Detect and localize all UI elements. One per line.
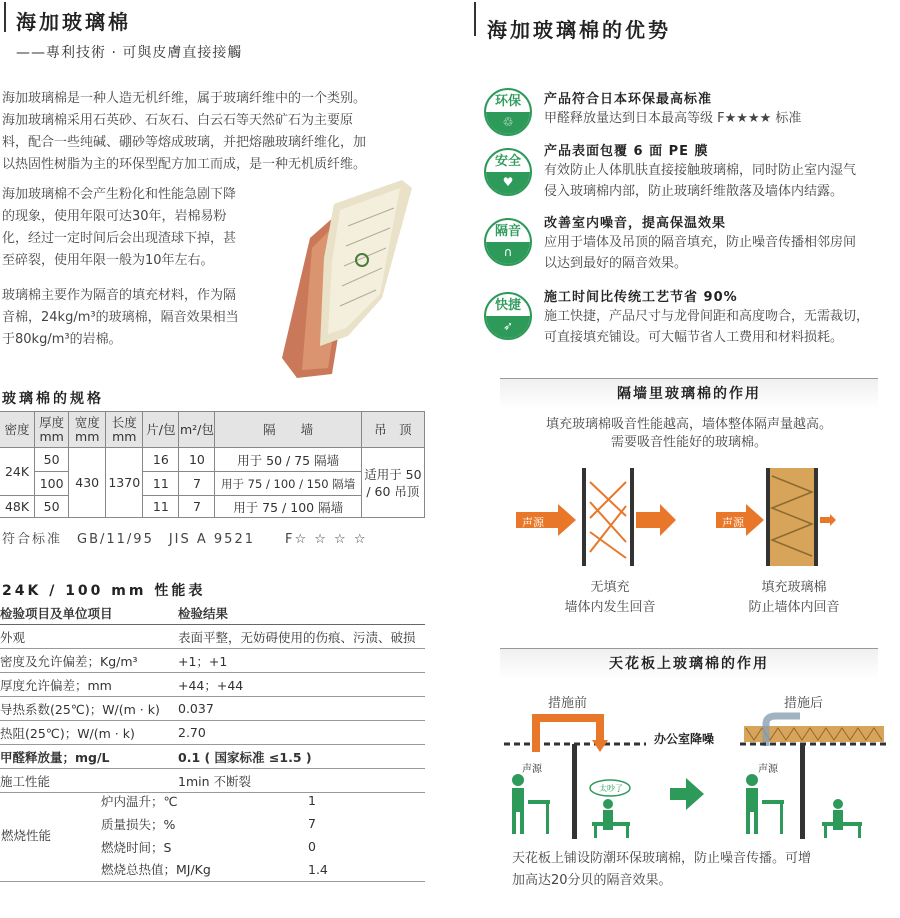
perf-item: 导热系数(25℃)；W/(m · k) [0, 697, 178, 721]
partition-after [800, 744, 805, 839]
spec-table [0, 411, 425, 518]
ceiling-section-band [500, 648, 878, 679]
perf-value: +1；+1 [178, 649, 425, 673]
bubble-text: 太吵了 [599, 784, 623, 793]
spec-title: 玻璃棉的规格 [2, 391, 104, 407]
noise-arrow-head [592, 740, 608, 752]
fast-icon: 快捷 ➶ [484, 292, 532, 340]
perf-table [0, 601, 425, 793]
wall-section-band [500, 378, 878, 409]
spec-header: 宽度 mm [69, 412, 106, 448]
wall-section-title: 隔墙里玻璃棉的作用 [617, 386, 761, 402]
advantage-soundproof: 隔音 ∩ 改善室内噪音，提高保温效果 应用于墙体及吊顶的隔音填充，防止噪音传播相邻房间 以达到最好的隔音效果。 [484, 212, 900, 272]
standard-line: 符合标准 GB/11/95 JIS A 9521 F☆ ☆ ☆ ☆ [2, 532, 368, 547]
ceiling-section-title: 天花板上玻璃棉的作用 [609, 656, 769, 672]
perf-value: 2.70 [178, 721, 425, 745]
spec-cell: 用于 75 / 100 / 150 隔墙 [215, 472, 361, 496]
spec-cell: 适用于 50 / 60 吊顶 [361, 448, 424, 518]
burn-value: 7 [308, 816, 316, 831]
spec-cell: 7 [179, 496, 215, 518]
perf-header: 检验项目及单位项目 [0, 601, 178, 625]
spec-cell: 10 [179, 448, 215, 472]
usage-paragraph: 玻璃棉主要作为隔音的填充材料，作为隔 音棉，24kg/m³的玻璃棉，隔音效果相当 于80kg/m³的岩棉。 [2, 288, 239, 347]
burn-value: 0 [308, 839, 316, 854]
before-label: 措施前 [548, 696, 588, 711]
echo-arrows [590, 482, 626, 558]
after-label: 措施后 [784, 696, 824, 711]
durability-paragraph: 海加玻璃棉不会产生粉化和性能急剧下降 的现象，使用年限可达30年，岩棉易粉 化，经过一定时间后会出现渣球下掉，甚 至碎裂，使用年限一般为10年左右。 [2, 187, 237, 268]
soundproof-icon: 隔音 ∩ [484, 218, 532, 266]
sound-arrow-left-out [636, 504, 676, 536]
sound-source-label-3: 声源 [522, 764, 542, 775]
spec-cell: 11 [143, 472, 179, 496]
perf-item: 外观 [0, 625, 178, 649]
person-right-after [822, 799, 862, 838]
office-label: 办公室降噪 [654, 732, 715, 746]
spec-cell: 7 [179, 472, 215, 496]
perf-value: 0.037 [178, 697, 425, 721]
product-photo [262, 178, 412, 383]
spec-cell: 24K [0, 448, 35, 496]
partition-before [572, 744, 577, 839]
wall-right-caption: 填充玻璃棉 防止墙体内回音 [748, 580, 840, 615]
ceiling-diagram [500, 712, 890, 842]
spec-cell: 50 [35, 448, 69, 472]
page-subtitle: ——專利技術 · 可與皮膚直接接觸 [16, 45, 243, 61]
burn-value: 1.4 [307, 858, 425, 881]
ceiling-description: 天花板上铺设防潮环保玻璃棉，防止噪音传播。可增 加高达20分贝的隔音效果。 [512, 851, 812, 888]
person-left-after [746, 774, 784, 834]
perf-value: 1min 不断裂 [178, 769, 425, 793]
spec-cell: 16 [143, 448, 179, 472]
burn-item: 燃烧时间；S [101, 839, 172, 855]
wall-diagram [510, 462, 880, 572]
wall-panel-right-1 [766, 468, 770, 566]
burn-table [0, 789, 425, 882]
spec-cell: 用于 50 / 75 隔墙 [215, 448, 361, 472]
sound-arrow-right-out [820, 514, 836, 526]
wall-panel-left-1 [582, 468, 586, 566]
page-title: 海加玻璃棉 [16, 10, 131, 34]
perf-item: 施工性能 [0, 769, 178, 793]
spec-header: 片/包 [143, 412, 179, 448]
transition-arrow [670, 778, 704, 810]
spec-header: 隔 墙 [215, 412, 361, 448]
advantages-title: 海加玻璃棉的优势 [487, 18, 671, 42]
sound-source-label-1: 声源 [522, 516, 544, 529]
perf-value: 表面平整，无妨碍使用的伤痕、污渍、破损 [178, 625, 425, 649]
spec-header: 厚度 mm [35, 412, 69, 448]
spec-header: 长度 mm [106, 412, 143, 448]
noise-path-before [536, 718, 600, 752]
burn-item: 炉内温升；℃ [101, 793, 178, 809]
burn-value: 1 [308, 793, 316, 808]
safety-icon: 安全 ♥ [484, 148, 532, 196]
advantage-eco: 环保 ♲ 产品符合日本环保最高标准 甲醛释放量达到日本最高等级 F★★★★ 标准 [484, 88, 900, 136]
perf-item: 厚度允许偏差；mm [0, 673, 178, 697]
perf-title: 24K / 100 mm 性能表 [2, 583, 206, 599]
perf-item: 密度及允许偏差；Kg/m³ [0, 649, 178, 673]
spec-cell: 100 [35, 472, 69, 496]
intro-paragraph: 海加玻璃棉是一种人造无机纤维，属于玻璃纤维中的一个类别。 海加玻璃棉采用石英砂、石灰石、白云石等天然矿石为主要原 料，配合一些纯碱、硼砂等熔成玻璃，并把熔融玻璃纤维化，加 以热固性树脂为主的环保型配方加工而成，是一种无机质纤维。 [2, 91, 367, 172]
burn-label: 燃烧性能 [0, 789, 100, 881]
burn-item: 燃烧总热值；MJ/Kg [100, 858, 307, 881]
perf-item: 热阻(25℃)；W/(m · k) [0, 721, 178, 745]
wall-panel-left-2 [630, 468, 634, 566]
spec-cell: 1370 [106, 448, 143, 518]
wall-description: 填充玻璃棉吸音性能越高，墙体整体隔声量越高。 需要吸音性能好的玻璃棉。 [545, 417, 832, 450]
person-right-before [592, 799, 630, 838]
burn-item: 质量损失；% [101, 816, 176, 832]
title-bar-right [474, 2, 476, 36]
perf-item: 甲醛释放量；mg/L [0, 745, 178, 769]
perf-value: +44；+44 [178, 673, 425, 697]
spec-cell: 430 [69, 448, 106, 518]
glass-wool-fill [770, 468, 814, 566]
title-bar-left [4, 2, 6, 32]
spec-cell: 用于 75 / 100 隔墙 [215, 496, 361, 518]
sound-source-label-4: 声源 [758, 764, 778, 775]
spec-cell: 11 [143, 496, 179, 518]
spec-header: 密度 [0, 412, 35, 448]
advantage-safety: 安全 ♥ 产品表面包覆 6 面 PE 膜 有效防止人体肌肤直接接触玻璃棉，同时防止室内湿气 侵入玻璃棉内部，防止玻璃纤维散落及墙体内结露。 [484, 140, 900, 200]
eco-icon: 环保 ♲ [484, 88, 532, 136]
wall-left-caption: 无填充 墙体内发生回音 [564, 580, 656, 615]
sound-source-label-2: 声源 [722, 516, 744, 529]
spec-header: m²/包 [179, 412, 215, 448]
person-left-before [512, 774, 550, 834]
perf-value: 0.1 ( 国家标准 ≤1.5 ) [178, 745, 425, 769]
advantage-fast: 快捷 ➶ 施工时间比传统工艺节省 90% 施工快捷，产品尺寸与龙骨间距和高度吻合，无需裁切， 可直接填充铺设。可大幅节省人工费用和材料损耗。 [484, 286, 900, 346]
spec-cell: 48K [0, 496, 35, 518]
perf-header: 检验结果 [178, 601, 425, 625]
spec-cell: 50 [35, 496, 69, 518]
spec-header: 吊 顶 [361, 412, 424, 448]
wall-panel-right-2 [814, 468, 818, 566]
